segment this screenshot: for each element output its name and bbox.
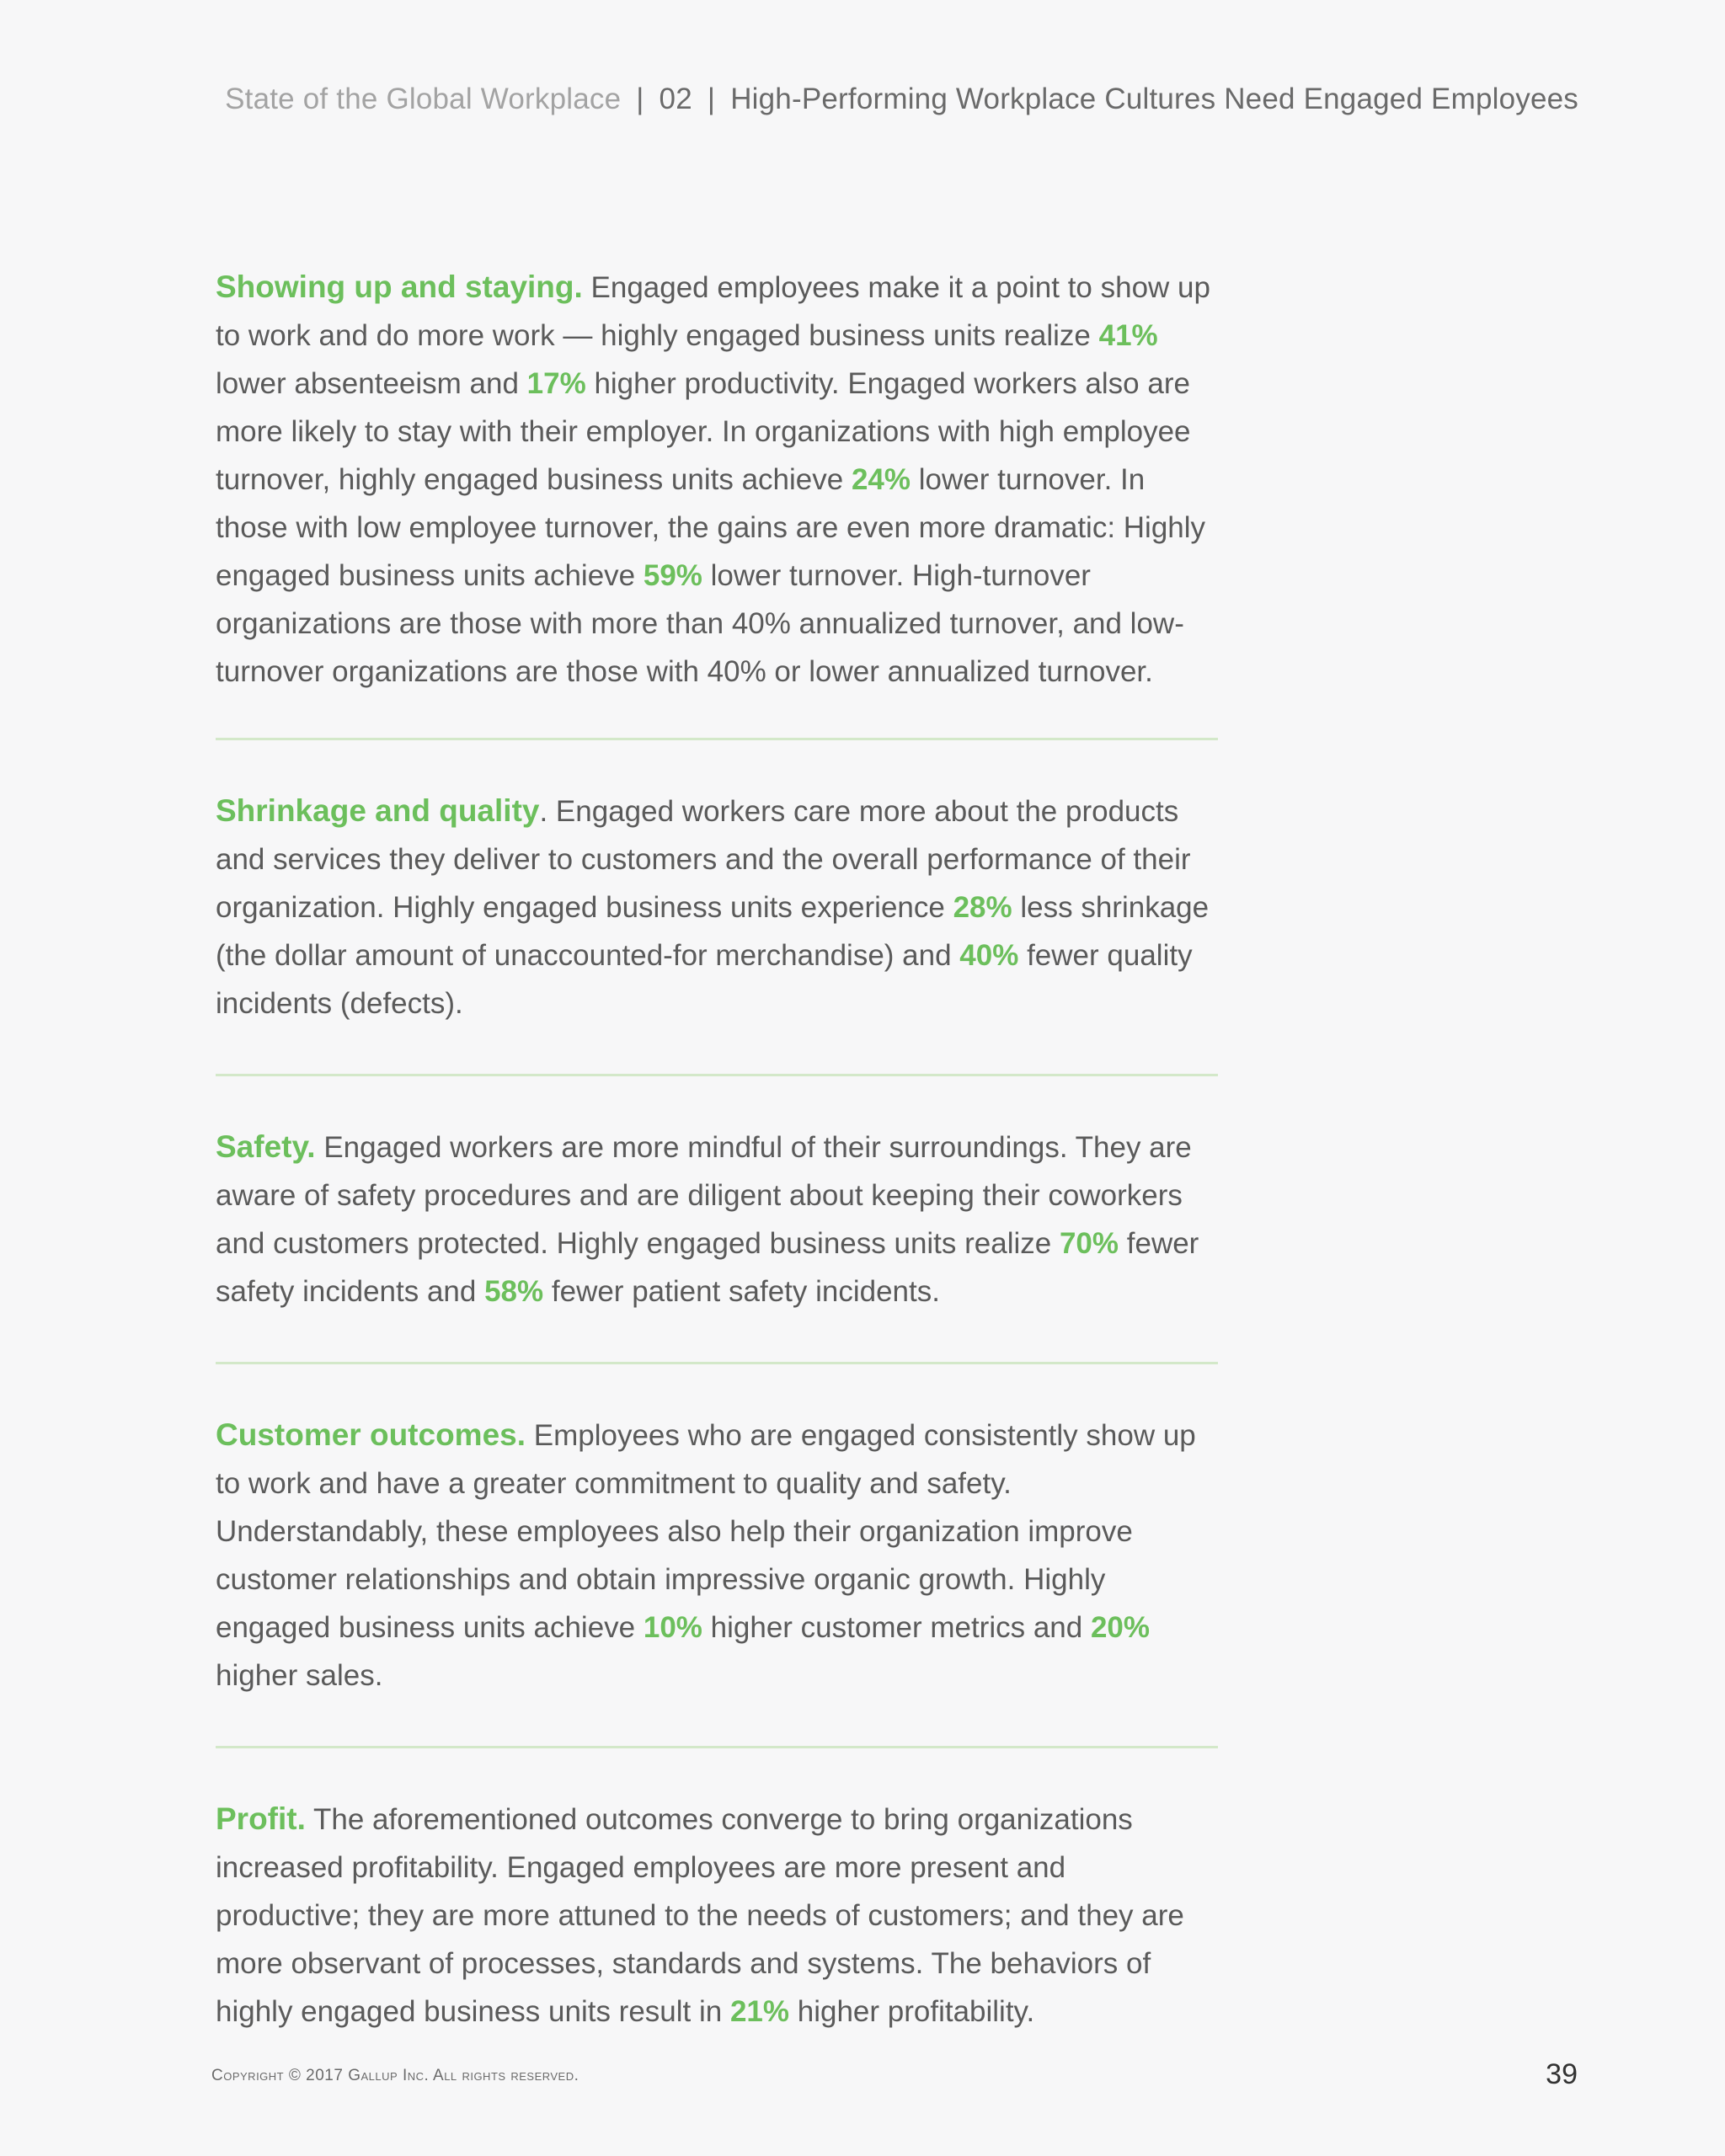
stat-highlight: 70% [1059, 1227, 1119, 1260]
section-lead: Customer outcomes. [216, 1417, 526, 1452]
body-text: fewer safety incidents and [216, 1227, 1199, 1308]
section-lead: Profit. [216, 1801, 306, 1836]
stat-highlight: 41% [1098, 319, 1158, 352]
section-lead: Shrinkage and quality [216, 793, 540, 828]
stat-highlight: 10% [643, 1611, 702, 1644]
body-text: fewer quality incidents (defects). [216, 939, 1193, 1020]
section-profit [216, 1795, 1218, 2036]
section-lead: Showing up and staying. [216, 270, 583, 304]
stat-highlight: 20% [1090, 1611, 1150, 1644]
stat-highlight: 24% [851, 463, 911, 496]
body-text: lower turnover. High-turnover organizations are those with more than 40% annualized turnover, and low-turnover organizations are those with 40% or lower annualized turnover. [216, 559, 1184, 688]
section-safety [216, 1123, 1218, 1315]
section-divider [216, 1074, 1218, 1076]
body-text: higher profitability. [789, 1995, 1035, 2028]
header-separator: | [707, 83, 716, 115]
stat-highlight: 40% [959, 939, 1019, 972]
stat-highlight: 28% [953, 891, 1012, 924]
section-shrinkage-quality [216, 787, 1218, 1027]
body-text: Engaged employees make it a point to show up to work and do more work — highly engaged business units realize [216, 271, 1210, 352]
stat-highlight: 21% [729, 1995, 790, 2028]
body-text: The aforementioned outcomes converge to bring organizations increased profitability. Engaged employees are more present and productive; they are more attuned to the needs of customers; and they are more observant of processes, standards and systems. The behaviors of highly engaged business units result in [216, 1803, 1184, 2028]
main-content [216, 263, 1218, 2036]
section-divider [216, 1362, 1218, 1364]
body-text: . Engaged workers care more about the products and services they deliver to customers and the overall performance of their organization. Highly engaged business units experience [216, 795, 1191, 924]
copyright-notice: Copyright © 2017 Gallup Inc. All rights reserved. [211, 2067, 579, 2084]
body-text: lower absenteeism and [216, 367, 527, 400]
chapter-title: High-Performing Workplace Cultures Need Engaged Employees [730, 83, 1578, 115]
body-text: higher productivity. Engaged workers also are more likely to stay with their employer. In organizations with high employee turnover, highly engaged business units achieve [216, 367, 1191, 496]
section-divider [216, 738, 1218, 740]
body-text: fewer patient safety incidents. [543, 1275, 940, 1308]
section-lead: Safety. [216, 1129, 316, 1164]
page-number: 39 [1546, 2058, 1578, 2090]
stat-highlight: 59% [643, 559, 702, 592]
stat-highlight: 58% [484, 1275, 544, 1308]
section-divider [216, 1746, 1218, 1748]
section-showing-up [216, 263, 1218, 696]
body-text: lower turnover. In those with low employee turnover, the gains are even more dramatic: Highly engaged business units achieve [216, 463, 1206, 592]
stat-highlight: 17% [526, 367, 586, 400]
section-customer-outcomes [216, 1411, 1218, 1700]
header-separator: | [636, 83, 644, 115]
publication-title: State of the Global Workplace [225, 83, 622, 115]
body-text: Employees who are engaged consistently show up to work and have a greater commitment to quality and safety. Understandably, these employees also help their organization improve customer relationships and obtain impressive organic growth. Highly engaged business units achieve [216, 1419, 1196, 1644]
running-header [225, 83, 1578, 116]
body-text: higher sales. [216, 1659, 383, 1692]
body-text: Engaged workers are more mindful of their surroundings. They are aware of safety procedures and are diligent about keeping their coworkers and customers protected. Highly engaged business units realize [216, 1131, 1192, 1260]
body-text: higher customer metrics and [702, 1611, 1091, 1644]
chapter-number: 02 [659, 83, 692, 115]
body-text: less shrinkage (the dollar amount of unaccounted-for merchandise) and [216, 891, 1210, 972]
